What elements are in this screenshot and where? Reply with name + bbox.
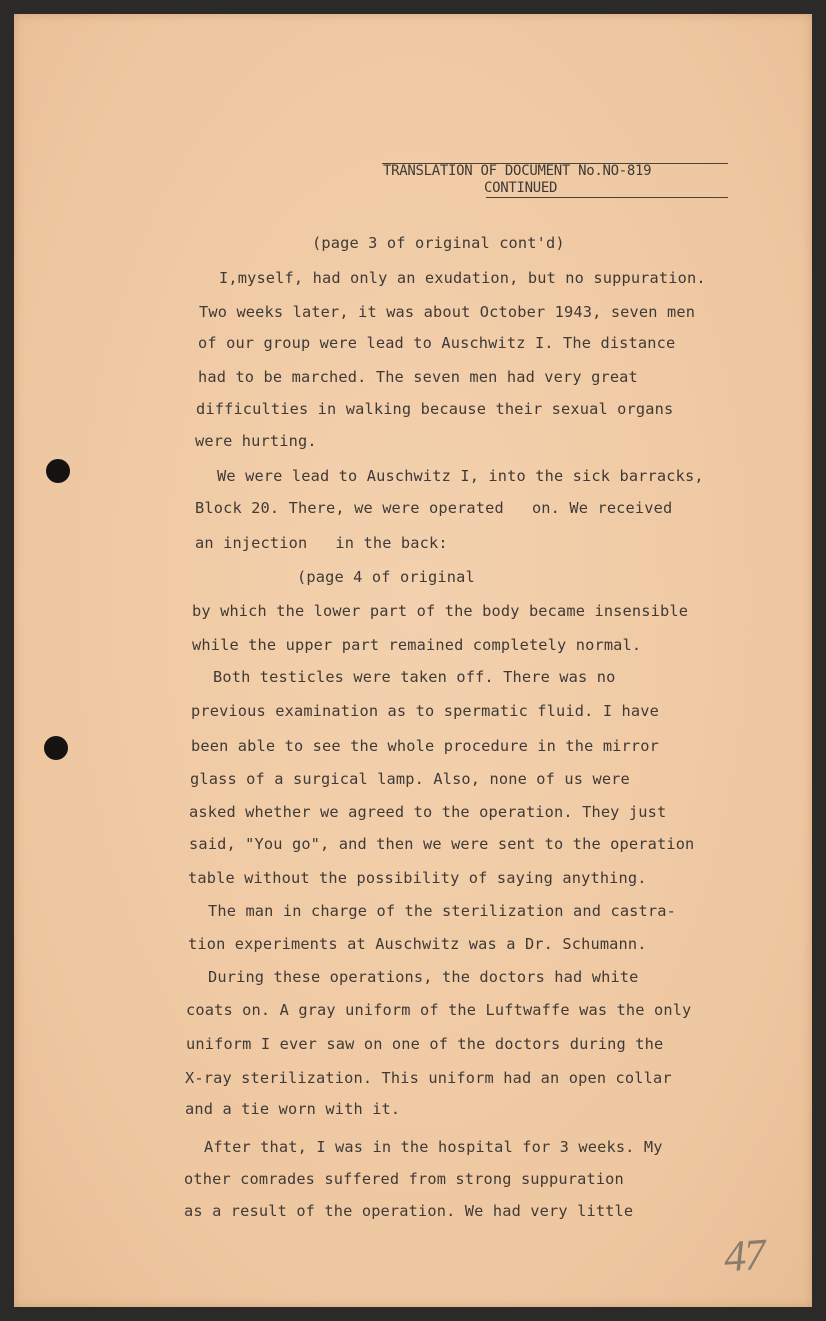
header-rule-bottom	[486, 197, 728, 198]
text-line: asked whether we agreed to the operation. They just	[189, 803, 667, 821]
text-line: difficulties in walking because their sexual organs	[196, 400, 674, 418]
text-line: We were lead to Auschwitz I, into the sick barracks,	[217, 467, 704, 485]
text-line: uniform I ever saw on one of the doctors during the	[186, 1035, 664, 1053]
text-line: table without the possibility of saying anything.	[188, 869, 647, 887]
text-line: as a result of the operation. We had very little	[184, 1202, 634, 1220]
punch-hole-top	[46, 459, 70, 483]
text-line: while the upper part remained completely normal.	[192, 636, 642, 654]
text-line: had to be marched. The seven men had very great	[198, 368, 638, 386]
text-line: said, "You go", and then we were sent to the operation	[189, 835, 695, 853]
punch-hole-bottom	[44, 736, 68, 760]
text-line: X-ray sterilization. This uniform had an open collar	[185, 1069, 672, 1087]
text-line: The man in charge of the sterilization and castra-	[208, 902, 676, 920]
text-line: Block 20. There, we were operated on. We received	[195, 499, 673, 517]
text-line: were hurting.	[195, 432, 317, 450]
text-line: (page 3 of original cont'd)	[312, 234, 565, 252]
document-subtitle: CONTINUED	[484, 180, 558, 196]
document-title: TRANSLATION OF DOCUMENT No.NO-819	[383, 163, 652, 179]
text-line: After that, I was in the hospital for 3 weeks. My	[204, 1138, 663, 1156]
text-line: an injection in the back:	[195, 534, 448, 552]
text-line: other comrades suffered from strong suppuration	[184, 1170, 624, 1188]
document-page	[14, 14, 812, 1307]
page-number: 47	[722, 1229, 766, 1282]
text-line: Two weeks later, it was about October 1943, seven men	[199, 303, 696, 321]
text-line: Both testicles were taken off. There was no	[213, 668, 616, 686]
text-line: of our group were lead to Auschwitz I. The distance	[198, 334, 676, 352]
text-line: glass of a surgical lamp. Also, none of us were	[190, 770, 630, 788]
text-line: by which the lower part of the body became insensible	[192, 602, 689, 620]
text-line: I,myself, had only an exudation, but no suppuration.	[219, 269, 706, 287]
text-line: (page 4 of original	[297, 568, 475, 586]
text-line: been able to see the whole procedure in the mirror	[191, 737, 659, 755]
text-line: previous examination as to spermatic fluid. I have	[191, 702, 659, 720]
text-line: and a tie worn with it.	[185, 1100, 401, 1118]
text-line: coats on. A gray uniform of the Luftwaffe was the only	[186, 1001, 692, 1019]
text-line: During these operations, the doctors had white	[208, 968, 639, 986]
text-line: tion experiments at Auschwitz was a Dr. Schumann.	[188, 935, 647, 953]
